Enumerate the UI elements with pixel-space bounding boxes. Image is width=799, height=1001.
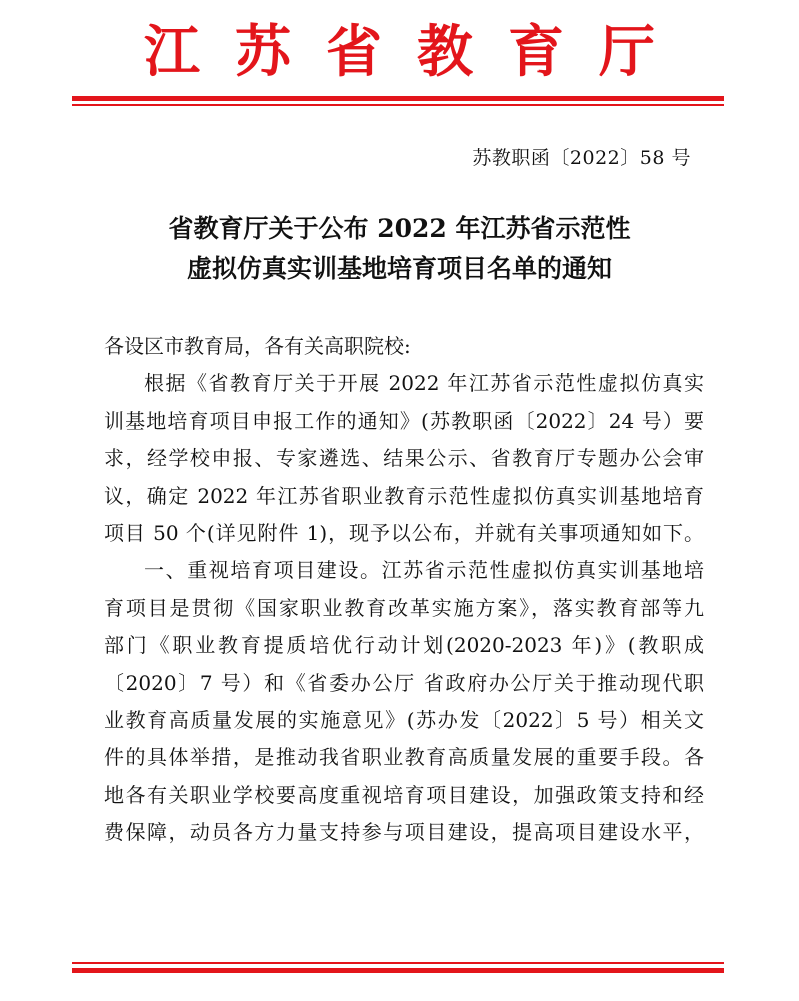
document-title xyxy=(0,209,799,289)
document-number: 苏教职函〔2022〕58 号 xyxy=(472,147,691,169)
body-line: 议，确定 2022 年江苏省职业教育示范性虚拟仿真实训基地培育 xyxy=(104,483,704,508)
title-line: 虚拟仿真实训基地培育项目名单的通知 xyxy=(186,254,612,283)
letterhead-char: 育 xyxy=(508,19,564,85)
body-line: 项目 50 个(详见附件 1)，现予以公布，并就有关事项通知如下。 xyxy=(104,520,704,545)
footer-rule-thick xyxy=(72,968,724,973)
letterhead-rule-thin xyxy=(72,104,724,106)
body-line: 育项目是贯彻《国家职业教育改革实施方案》，落实教育部等九 xyxy=(104,595,704,620)
footer-rule-thin xyxy=(72,962,724,964)
body-line: 训基地培育项目申报工作的通知》(苏教职函〔2022〕24 号）要 xyxy=(104,408,704,433)
letterhead-char: 江 xyxy=(144,19,200,85)
letterhead-char: 省 xyxy=(326,19,382,85)
body-line: 〔2020〕7 号）和《省委办公厅 省政府办公厅关于推动现代职 xyxy=(104,670,704,695)
body-line: 地各有关职业学校要高度重视培育项目建设，加强政策支持和经 xyxy=(104,782,704,807)
body-line: 业教育高质量发展的实施意见》(苏办发〔2022〕5 号）相关文 xyxy=(104,707,704,732)
letterhead-rule-thick xyxy=(72,96,724,101)
salutation: 各设区市教育局，各有关高职院校: xyxy=(104,334,411,358)
body-line: 部门《职业教育提质培优行动计划(2020-2023 年)》(教职成 xyxy=(104,633,704,658)
letterhead-char: 厅 xyxy=(599,19,655,85)
body-line: 根据《省教育厅关于开展 2022 年江苏省示范性虚拟仿真实 xyxy=(144,371,704,396)
title-line: 省教育厅关于公布 2022 年江苏省示范性 xyxy=(168,214,631,243)
body-line: 件的具体举措，是推动我省职业教育高质量发展的重要手段。各 xyxy=(104,745,704,770)
body-line: 费保障，动员各方力量支持参与项目建设，提高项目建设水平， xyxy=(104,820,704,845)
body-line: 一、重视培育项目建设。江苏省示范性虚拟仿真实训基地培 xyxy=(144,558,704,583)
body-line: 求，经学校申报、专家遴选、结果公示、省教育厅专题办公会审 xyxy=(104,446,704,471)
letterhead-char: 教 xyxy=(417,19,473,85)
document-body xyxy=(104,328,704,851)
letterhead-char: 苏 xyxy=(235,19,291,85)
letterhead-title xyxy=(0,16,799,88)
